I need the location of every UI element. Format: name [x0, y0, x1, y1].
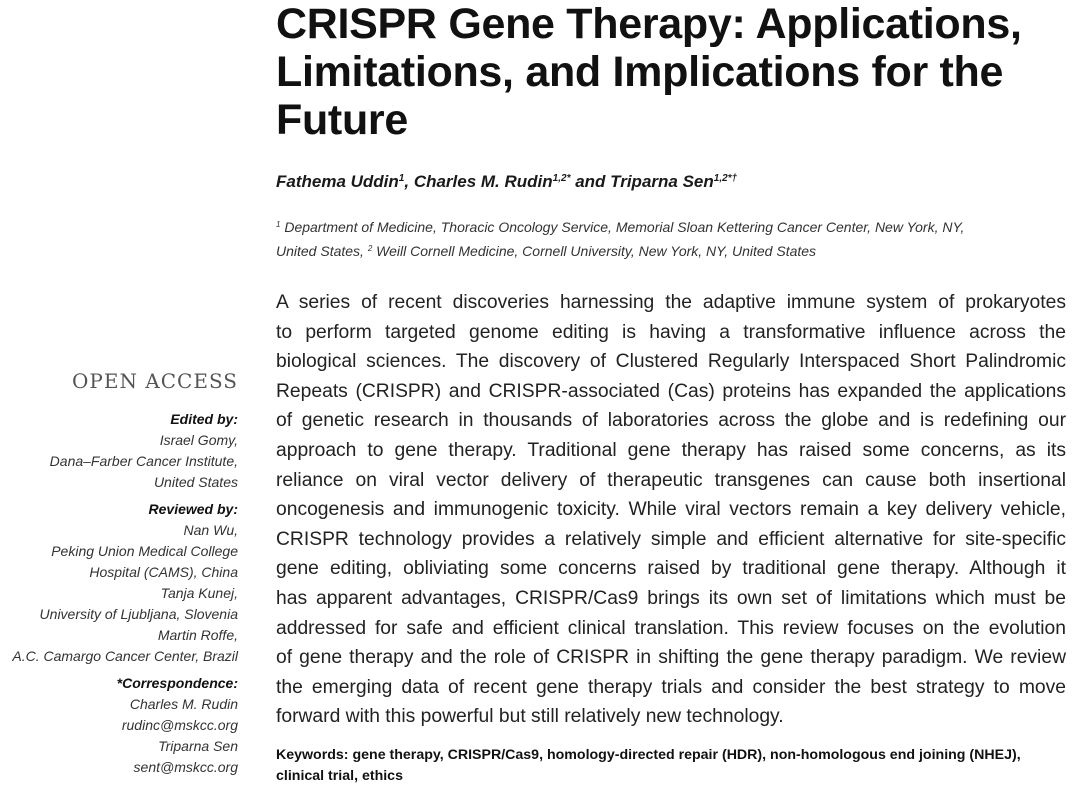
author-affiliation-mark: 1,2*† — [713, 173, 738, 184]
correspondence-section — [0, 673, 238, 778]
abstract-line: addressed for safe and efficient clinical translation. This review focuses on the evolution — [276, 617, 1066, 639]
author-name: Fathema Uddin — [276, 172, 399, 191]
edited-by-heading: Edited by: — [170, 411, 238, 427]
abstract-line: biological sciences. The discovery of Clustered Regularly Interspaced Short Palindromic — [276, 351, 1066, 373]
affiliation-text: Weill Cornell Medicine, Cornell University, New York, NY, United States — [372, 243, 817, 259]
article-sidebar — [0, 367, 238, 780]
correspondence-heading: *Correspondence: — [116, 675, 238, 691]
abstract-line: the emerging data of recent gene therapy trials and consider the best strategy to move — [276, 676, 1066, 698]
abstract-line: of gene therapy and the role of CRISPR in shifting the gene therapy paradigm. We review — [276, 647, 1066, 669]
title-line: Future — [276, 96, 408, 144]
reviewer-line: Nan Wu, — [183, 522, 238, 538]
abstract-line: reliance on viral vector delivery of therapeutic transgenes can cause both insertional — [276, 469, 1066, 491]
affiliation-text: Department of Medicine, Thoracic Oncology Service, Memorial Sloan Kettering Cancer Center, New York, NY, — [280, 219, 965, 235]
editor-line: Israel Gomy, — [159, 432, 238, 448]
abstract-line: A series of recent discoveries harnessing the adaptive immune system of prokaryotes — [276, 292, 1066, 313]
reviewer-line: Peking Union Medical College — [51, 543, 238, 559]
abstract-line: oncogenesis and immunogenic toxicity. While viral vectors remain a key delivery vehicle, — [276, 499, 1066, 521]
affiliation-mark: 2 — [367, 244, 373, 253]
affiliation-line — [276, 238, 1071, 262]
correspondent-name: Triparna Sen — [158, 738, 238, 754]
affiliation-text: United States, — [276, 243, 368, 259]
article-title — [276, 0, 1071, 144]
author-name: Triparna Sen — [610, 172, 714, 191]
author-list — [276, 172, 1071, 192]
title-line: Limitations, and Implications for the — [276, 48, 1004, 96]
author-affiliation-mark: 1 — [398, 173, 405, 184]
correspondent-email-link[interactable]: rudinc@mskcc.org — [121, 717, 238, 733]
correspondent-email-link[interactable]: sent@mskcc.org — [133, 759, 238, 775]
abstract-line: has apparent advantages, CRISPR/Cas9 brings its own set of limitations which must be — [276, 587, 1066, 609]
abstract-line: of genetic research in thousands of laboratories across the globe and is redefining our — [276, 410, 1066, 432]
editor-line: Dana–Farber Cancer Institute, — [49, 453, 238, 469]
keywords-line: Keywords: gene therapy, CRISPR/Cas9, homology-directed repair (HDR), non-homologous end joining (NHEJ), — [276, 747, 1021, 763]
correspondent-name: Charles M. Rudin — [129, 696, 238, 712]
reviewer-line: Tanja Kunej, — [160, 585, 238, 601]
abstract-line: approach to gene therapy. Traditional gene therapy has raised some concerns, as its — [276, 439, 1066, 461]
author-separator: , — [404, 172, 414, 191]
keywords-line: clinical trial, ethics — [276, 768, 403, 784]
reviewer-line: Martin Roffe, — [157, 627, 238, 643]
reviewed-by-section — [0, 499, 238, 667]
open-access-label: OPEN ACCESS — [71, 369, 238, 393]
reviewer-line: A.C. Camargo Cancer Center, Brazil — [12, 648, 238, 664]
abstract-line: CRISPR technology provides a relatively simple and efficient alternative for site-specific — [276, 528, 1066, 550]
editor-line: United States — [153, 474, 238, 490]
author-separator: and — [570, 172, 611, 191]
abstract-line: forward with this powerful but still relatively new technology. — [276, 706, 784, 728]
abstract-line: gene editing, obliviating some concerns raised by traditional gene therapy. Although it — [276, 558, 1066, 580]
keywords — [276, 745, 1071, 787]
edited-by-section — [0, 409, 238, 493]
reviewer-line: Hospital (CAMS), China — [89, 564, 238, 580]
abstract-line: to perform targeted genome editing is having a transformative influence across the — [276, 321, 1066, 343]
reviewer-line: University of Ljubljana, Slovenia — [39, 606, 238, 622]
author-name: Charles M. Rudin — [413, 172, 553, 191]
abstract-line: Repeats (CRISPR) and CRISPR-associated (Cas) proteins has expanded the applications — [276, 380, 1066, 402]
reviewed-by-heading: Reviewed by: — [148, 501, 238, 517]
affiliation-line — [276, 214, 1071, 238]
affiliations — [276, 214, 1071, 262]
title-line: CRISPR Gene Therapy: Applications, — [276, 0, 1022, 48]
author-affiliation-mark: 1,2* — [552, 173, 571, 184]
affiliation-mark: 1 — [276, 220, 281, 229]
abstract — [276, 288, 1066, 732]
